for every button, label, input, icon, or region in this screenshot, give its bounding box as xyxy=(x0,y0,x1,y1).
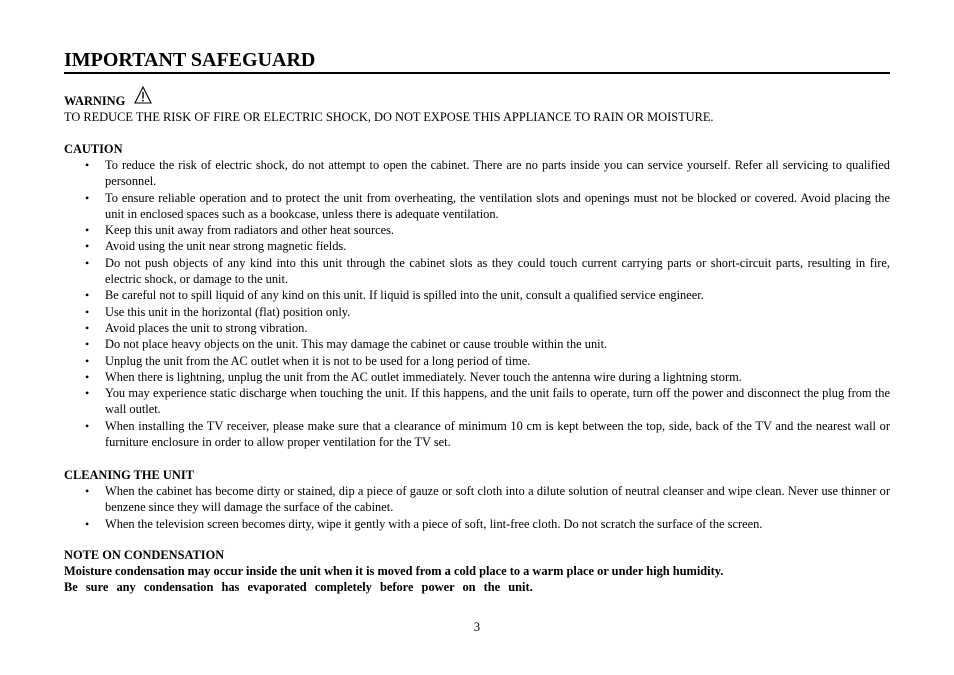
cleaning-item-text: When the television screen becomes dirty, wipe it gently with a piece of soft, lint-free cloth. Do not scratch the surface of the screen. xyxy=(105,516,763,531)
caution-item-text: Be careful not to spill liquid of any kind on this unit. If liquid is spilled into the unit, consult a qualified service engineer. xyxy=(105,288,704,303)
caution-item-text: Avoid using the unit near strong magnetic fields. xyxy=(105,239,347,254)
bullet-dot-icon: • xyxy=(85,516,90,531)
caution-item-text: To reduce the risk of electric shock, do not attempt to open the cabinet. There are no parts inside you can service yourself. Refer all servicing to qualified personnel. xyxy=(105,158,890,189)
cleaning-item xyxy=(64,516,890,532)
caution-item xyxy=(64,304,890,320)
caution-item-text: Do not push objects of any kind into this unit through the cabinet slots as they could touch current carrying parts or short-circuit parts, resulting in fire, electric shock, or damage to the unit. xyxy=(105,255,890,287)
caution-item xyxy=(64,157,890,190)
caution-item-text: Do not place heavy objects on the unit. This may damage the cabinet or cause trouble within the unit. xyxy=(105,337,608,352)
caution-item xyxy=(64,336,890,352)
warning-heading xyxy=(64,93,890,109)
page-number: 3 xyxy=(473,620,481,634)
bullet-dot-icon: • xyxy=(85,386,90,401)
warning-text: TO REDUCE THE RISK OF FIRE OR ELECTRIC SHOCK, DO NOT EXPOSE THIS APPLIANCE TO RAIN OR MOISTURE. xyxy=(64,110,714,124)
caution-item xyxy=(64,255,890,288)
caution-item xyxy=(64,190,890,223)
bullet-dot-icon: • xyxy=(85,418,90,433)
bullet-dot-icon: • xyxy=(85,190,90,205)
caution-item xyxy=(64,222,890,238)
caution-item-text: When installing the TV receiver, please make sure that a clearance of minimum 10 cm is kept between the top, side, back of the TV and the nearest wall or furniture enclosure in order to allow proper ventilation for the TV set. xyxy=(105,418,890,450)
condensation-line-1: Moisture condensation may occur inside the unit when it is moved from a cold place to a warm place or under high humidity. xyxy=(64,564,724,578)
bullet-dot-icon: • xyxy=(85,304,90,319)
title-underline xyxy=(64,72,890,74)
cleaning-list xyxy=(64,483,890,532)
bullet-dot-icon: • xyxy=(85,353,90,368)
caution-item-text: To ensure reliable operation and to protect the unit from overheating, the ventilation slots and openings must not be blocked or covered. Avoid placing the unit in enclosed spaces such as a bookcase, unless there is adequate ventilation. xyxy=(105,190,890,221)
bullet-dot-icon: • xyxy=(85,337,90,352)
warning-triangle-icon xyxy=(134,86,152,104)
caution-item xyxy=(64,320,890,336)
caution-item xyxy=(64,238,890,254)
condensation-section xyxy=(64,547,890,595)
condensation-line-2: Be sure any condensation has evaporated completely before power on the unit. xyxy=(64,580,533,594)
caution-item xyxy=(64,369,890,385)
condensation-heading: NOTE ON CONDENSATION xyxy=(64,548,225,562)
warning-heading-label: WARNING xyxy=(64,94,126,108)
caution-item xyxy=(64,385,890,418)
cleaning-heading: CLEANING THE UNIT xyxy=(64,468,194,482)
caution-list xyxy=(64,157,890,450)
bullet-dot-icon: • xyxy=(85,223,90,238)
caution-item xyxy=(64,353,890,369)
bullet-dot-icon: • xyxy=(85,158,90,172)
cleaning-section xyxy=(64,467,890,532)
bullet-dot-icon: • xyxy=(85,255,90,270)
cleaning-item xyxy=(64,483,890,516)
bullet-dot-icon: • xyxy=(85,484,90,498)
cleaning-item-text: When the cabinet has become dirty or stained, dip a piece of gauze or soft cloth into a dilute solution of neutral cleanser and wipe clean. Never use thinner or benzene since they will damage the surface of the cabinet. xyxy=(105,484,890,515)
warning-section xyxy=(64,93,890,125)
caution-heading: CAUTION xyxy=(64,142,123,156)
caution-item-text: Use this unit in the horizontal (flat) position only. xyxy=(105,304,351,319)
caution-section xyxy=(64,141,890,450)
caution-item-text: You may experience static discharge when touching the unit. If this happens, and the unit fails to operate, turn off the power and disconnect the plug from the wall outlet. xyxy=(105,386,890,417)
bullet-dot-icon: • xyxy=(85,369,90,384)
caution-item-text: Avoid places the unit to strong vibration. xyxy=(105,320,308,335)
bullet-dot-icon: • xyxy=(85,320,90,335)
caution-item xyxy=(64,418,890,451)
caution-item-text: When there is lightning, unplug the unit from the AC outlet immediately. Never touch the antenna wire during a lightning storm. xyxy=(105,369,742,384)
caution-item xyxy=(64,287,890,303)
bullet-dot-icon: • xyxy=(85,288,90,303)
page-title: IMPORTANT SAFEGUARD xyxy=(64,49,316,71)
caution-item-text: Unplug the unit from the AC outlet when it is not to be used for a long period of time. xyxy=(105,353,531,368)
caution-item-text: Keep this unit away from radiators and other heat sources. xyxy=(105,223,395,238)
bullet-dot-icon: • xyxy=(85,239,90,254)
